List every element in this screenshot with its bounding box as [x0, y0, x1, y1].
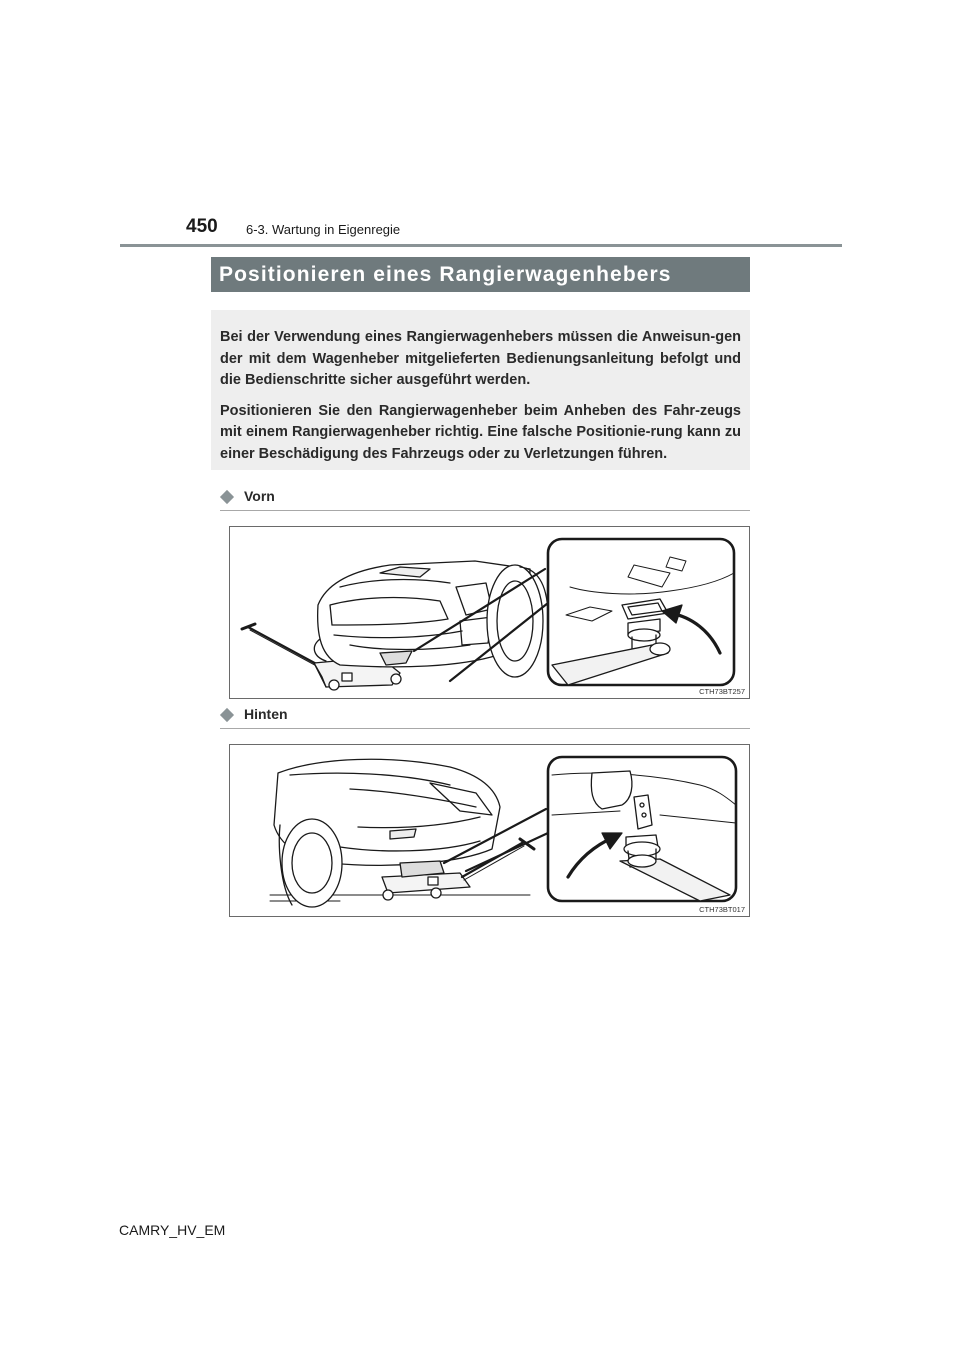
page-title: Positionieren eines Rangierwagenhebers	[211, 257, 750, 292]
header-rule	[120, 244, 842, 247]
subheading-front-label: Vorn	[244, 488, 275, 504]
intro-paragraph-2: Positionieren Sie den Rangierwagenheber beim Anheben des Fahr-zeugs mit einem Rangierwagenheber richtig. Eine falsche Positionie-rung kann zu einer Beschädigung des Fahrzeugs oder zu Verletzungen führen.	[220, 402, 741, 462]
figure-rear-code: CTH73BT017	[699, 905, 745, 914]
subheading-rear	[220, 706, 750, 729]
figure-front-code: CTH73BT257	[699, 687, 745, 696]
figure-front-jack	[229, 526, 750, 699]
figure-rear-jack	[229, 744, 750, 917]
front-jack-illustration	[230, 527, 751, 700]
rear-jack-illustration	[230, 745, 751, 918]
intro-box	[211, 310, 750, 470]
diamond-bullet-icon	[220, 708, 234, 722]
page-number: 450	[186, 216, 218, 237]
intro-paragraph-1: Bei der Verwendung eines Rangierwagenhebers müssen die Anweisun-gen der mit dem Wagenheber mitgelieferten Bedienungsanleitung befolgt und die Bedienschritte sicher ausgeführt werden.	[220, 329, 741, 389]
subheading-rear-label: Hinten	[244, 706, 288, 722]
footer-doc-id: CAMRY_HV_EM	[119, 1222, 226, 1238]
subheading-front	[220, 488, 750, 511]
diamond-bullet-icon	[220, 490, 234, 504]
section-label: 6-3. Wartung in Eigenregie	[246, 222, 401, 237]
